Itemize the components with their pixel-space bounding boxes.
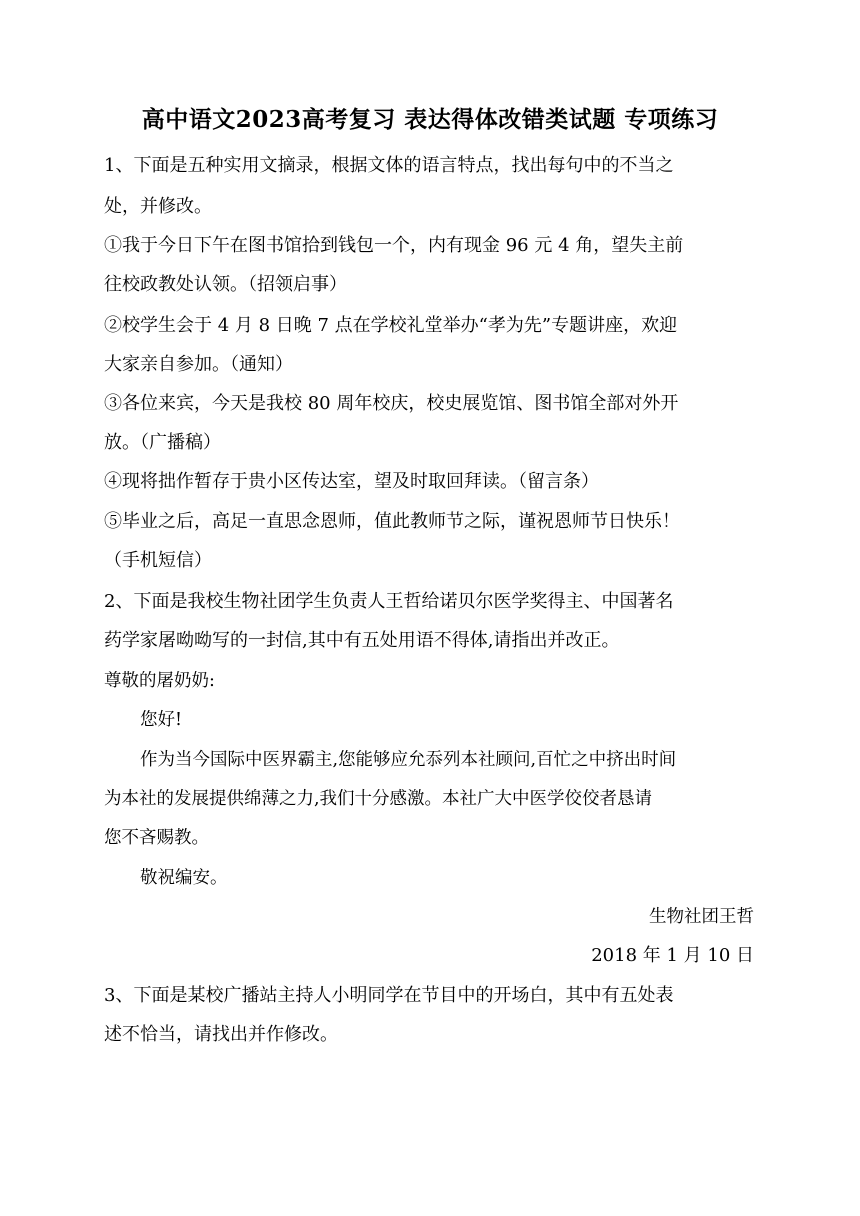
question-3-stem-line-2: 述不恰当，请找出并作修改。 xyxy=(104,1024,338,1045)
question-1-item-1-line-1: ①我于今日下午在图书馆拾到钱包一个，内有现金 96 元 4 角，望失主前 xyxy=(104,235,684,256)
question-1-stem-line-1: 1、下面是五种实用文摘录，根据文体的语言特点，找出每句中的不当之 xyxy=(104,155,674,176)
letter-closing: 敬祝编安。 xyxy=(140,868,228,888)
letter-signature: 生物社团王哲 xyxy=(649,907,754,927)
letter-date: 2018 年 1 月 10 日 xyxy=(591,945,754,966)
question-1-item-5-line-1: ⑤毕业之后，高足一直思念恩师，值此教师节之际，谨祝恩师节日快乐！ xyxy=(104,511,680,532)
letter-greeting: 您好! xyxy=(140,710,183,730)
question-1-stem-line-2: 处，并修改。 xyxy=(104,196,212,217)
letter-salutation: 尊敬的屠奶奶: xyxy=(104,671,215,691)
page-title: 高中语文2023高考复习 表达得体改错类试题 专项练习 xyxy=(141,106,719,133)
question-1-item-5-line-2: （手机短信） xyxy=(104,550,212,571)
letter-body-line-1: 作为当今国际中医界霸主,您能够应允忝列本社顾问,百忙之中挤出时间 xyxy=(140,750,677,770)
question-1-item-4-line-1: ④现将拙作暂存于贵小区传达室，望及时取回拜读。（留言条） xyxy=(104,471,599,492)
question-2-stem-line-2: 药学家屠呦呦写的一封信,其中有五处用语不得体,请指出并改正。 xyxy=(104,630,620,651)
question-1-item-3-line-1: ③各位来宾，今天是我校 80 周年校庆，校史展览馆、图书馆全部对外开 xyxy=(104,393,679,414)
letter-body-line-3: 您不吝赐教。 xyxy=(104,828,209,848)
question-2-stem-line-1: 2、下面是我校生物社团学生负责人王哲给诺贝尔医学奖得主、中国著名 xyxy=(104,591,674,612)
letter-body-line-2: 为本社的发展提供绵薄之力,我们十分感激。本社广大中医学佼佼者恳请 xyxy=(104,789,653,809)
question-1-item-2-line-2: 大家亲自参加。（通知） xyxy=(104,354,293,375)
question-1-item-1-line-2: 往校政教处认领。（招领启事） xyxy=(104,274,347,295)
question-3-stem-line-1: 3、下面是某校广播站主持人小明同学在节目中的开场白，其中有五处表 xyxy=(104,985,674,1006)
question-1-item-3-line-2: 放。（广播稿） xyxy=(104,432,221,453)
question-1-item-2-line-1: ②校学生会于 4 月 8 日晚 7 点在学校礼堂举办“孝为先”专题讲座，欢迎 xyxy=(104,315,678,336)
